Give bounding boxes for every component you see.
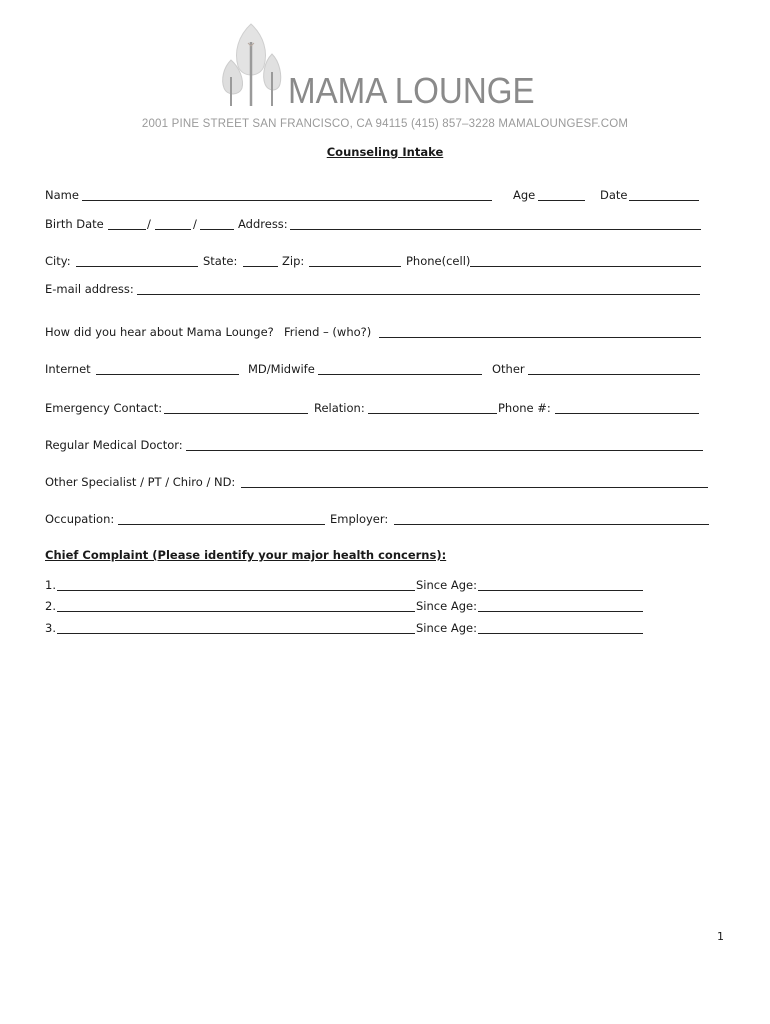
occupation-field[interactable] xyxy=(118,514,325,525)
relation-field[interactable] xyxy=(368,403,497,414)
phone-cell-label: Phone(cell) xyxy=(406,254,471,268)
since-age-field-1[interactable] xyxy=(478,580,643,591)
age-label: Age xyxy=(513,188,536,202)
since-age-field-2[interactable] xyxy=(478,601,643,612)
other-field[interactable] xyxy=(528,364,700,375)
occupation-label: Occupation: xyxy=(45,512,115,526)
complaint-field-1[interactable] xyxy=(57,580,415,591)
zip-field[interactable] xyxy=(309,256,401,267)
emergency-phone-field[interactable] xyxy=(555,403,699,414)
name-field[interactable] xyxy=(82,190,492,201)
internet-label: Internet xyxy=(45,362,91,376)
state-field[interactable] xyxy=(243,256,278,267)
mama-lounge-logo xyxy=(218,22,558,112)
address-field[interactable] xyxy=(290,219,701,230)
other-label: Other xyxy=(492,362,525,376)
internet-field[interactable] xyxy=(96,364,239,375)
complaint-number: 1. xyxy=(45,578,56,592)
complaint-number: 3. xyxy=(45,621,56,635)
date-field[interactable] xyxy=(629,190,699,201)
md-midwife-field[interactable] xyxy=(318,364,482,375)
birth-date-slash-1: / xyxy=(147,217,151,231)
state-label: State: xyxy=(203,254,238,268)
md-midwife-label: MD/Midwife xyxy=(248,362,315,376)
form-title: Counseling Intake xyxy=(326,145,444,159)
since-age-label: Since Age: xyxy=(416,599,477,613)
complaint-number: 2. xyxy=(45,599,56,613)
birth-month-field[interactable] xyxy=(108,219,146,230)
since-age-label: Since Age: xyxy=(416,578,477,592)
other-specialist-label: Other Specialist / PT / Chiro / ND: xyxy=(45,475,236,489)
city-label: City: xyxy=(45,254,71,268)
phone-cell-field[interactable] xyxy=(470,256,701,267)
complaint-field-2[interactable] xyxy=(57,601,415,612)
employer-label: Employer: xyxy=(330,512,389,526)
hear-about-label: How did you hear about Mama Lounge? xyxy=(45,325,274,339)
regular-doctor-field[interactable] xyxy=(186,440,703,451)
birth-year-field[interactable] xyxy=(200,219,234,230)
employer-field[interactable] xyxy=(394,514,709,525)
city-field[interactable] xyxy=(76,256,198,267)
since-age-label: Since Age: xyxy=(416,621,477,635)
emergency-contact-label: Emergency Contact: xyxy=(45,401,163,415)
complaint-field-3[interactable] xyxy=(57,623,415,634)
friend-label: Friend – (who?) xyxy=(284,325,372,339)
email-field[interactable] xyxy=(137,284,700,295)
age-field[interactable] xyxy=(538,190,585,201)
birth-date-slash-2: / xyxy=(193,217,197,231)
date-label: Date xyxy=(600,188,628,202)
brand-name: MAMA LOUNGE xyxy=(288,70,535,111)
name-label: Name xyxy=(45,188,79,202)
chief-complaint-title: Chief Complaint (Please identify your major health concerns): xyxy=(45,548,447,562)
business-address: 2001 PINE STREET SAN FRANCISCO, CA 94115 (415) 857–3228 MAMALOUNGESF.COM xyxy=(141,118,629,130)
birth-day-field[interactable] xyxy=(155,219,191,230)
email-label: E-mail address: xyxy=(45,282,134,296)
emergency-contact-field[interactable] xyxy=(164,403,308,414)
other-specialist-field[interactable] xyxy=(241,477,708,488)
zip-label: Zip: xyxy=(282,254,305,268)
relation-label: Relation: xyxy=(314,401,365,415)
birth-date-label: Birth Date xyxy=(45,217,104,231)
page-number: 1 xyxy=(717,930,724,943)
emergency-phone-label: Phone #: xyxy=(498,401,551,415)
tree-logo-icon xyxy=(218,22,288,112)
address-label: Address: xyxy=(238,217,288,231)
since-age-field-3[interactable] xyxy=(478,623,643,634)
friend-field[interactable] xyxy=(379,327,701,338)
regular-doctor-label: Regular Medical Doctor: xyxy=(45,438,183,452)
